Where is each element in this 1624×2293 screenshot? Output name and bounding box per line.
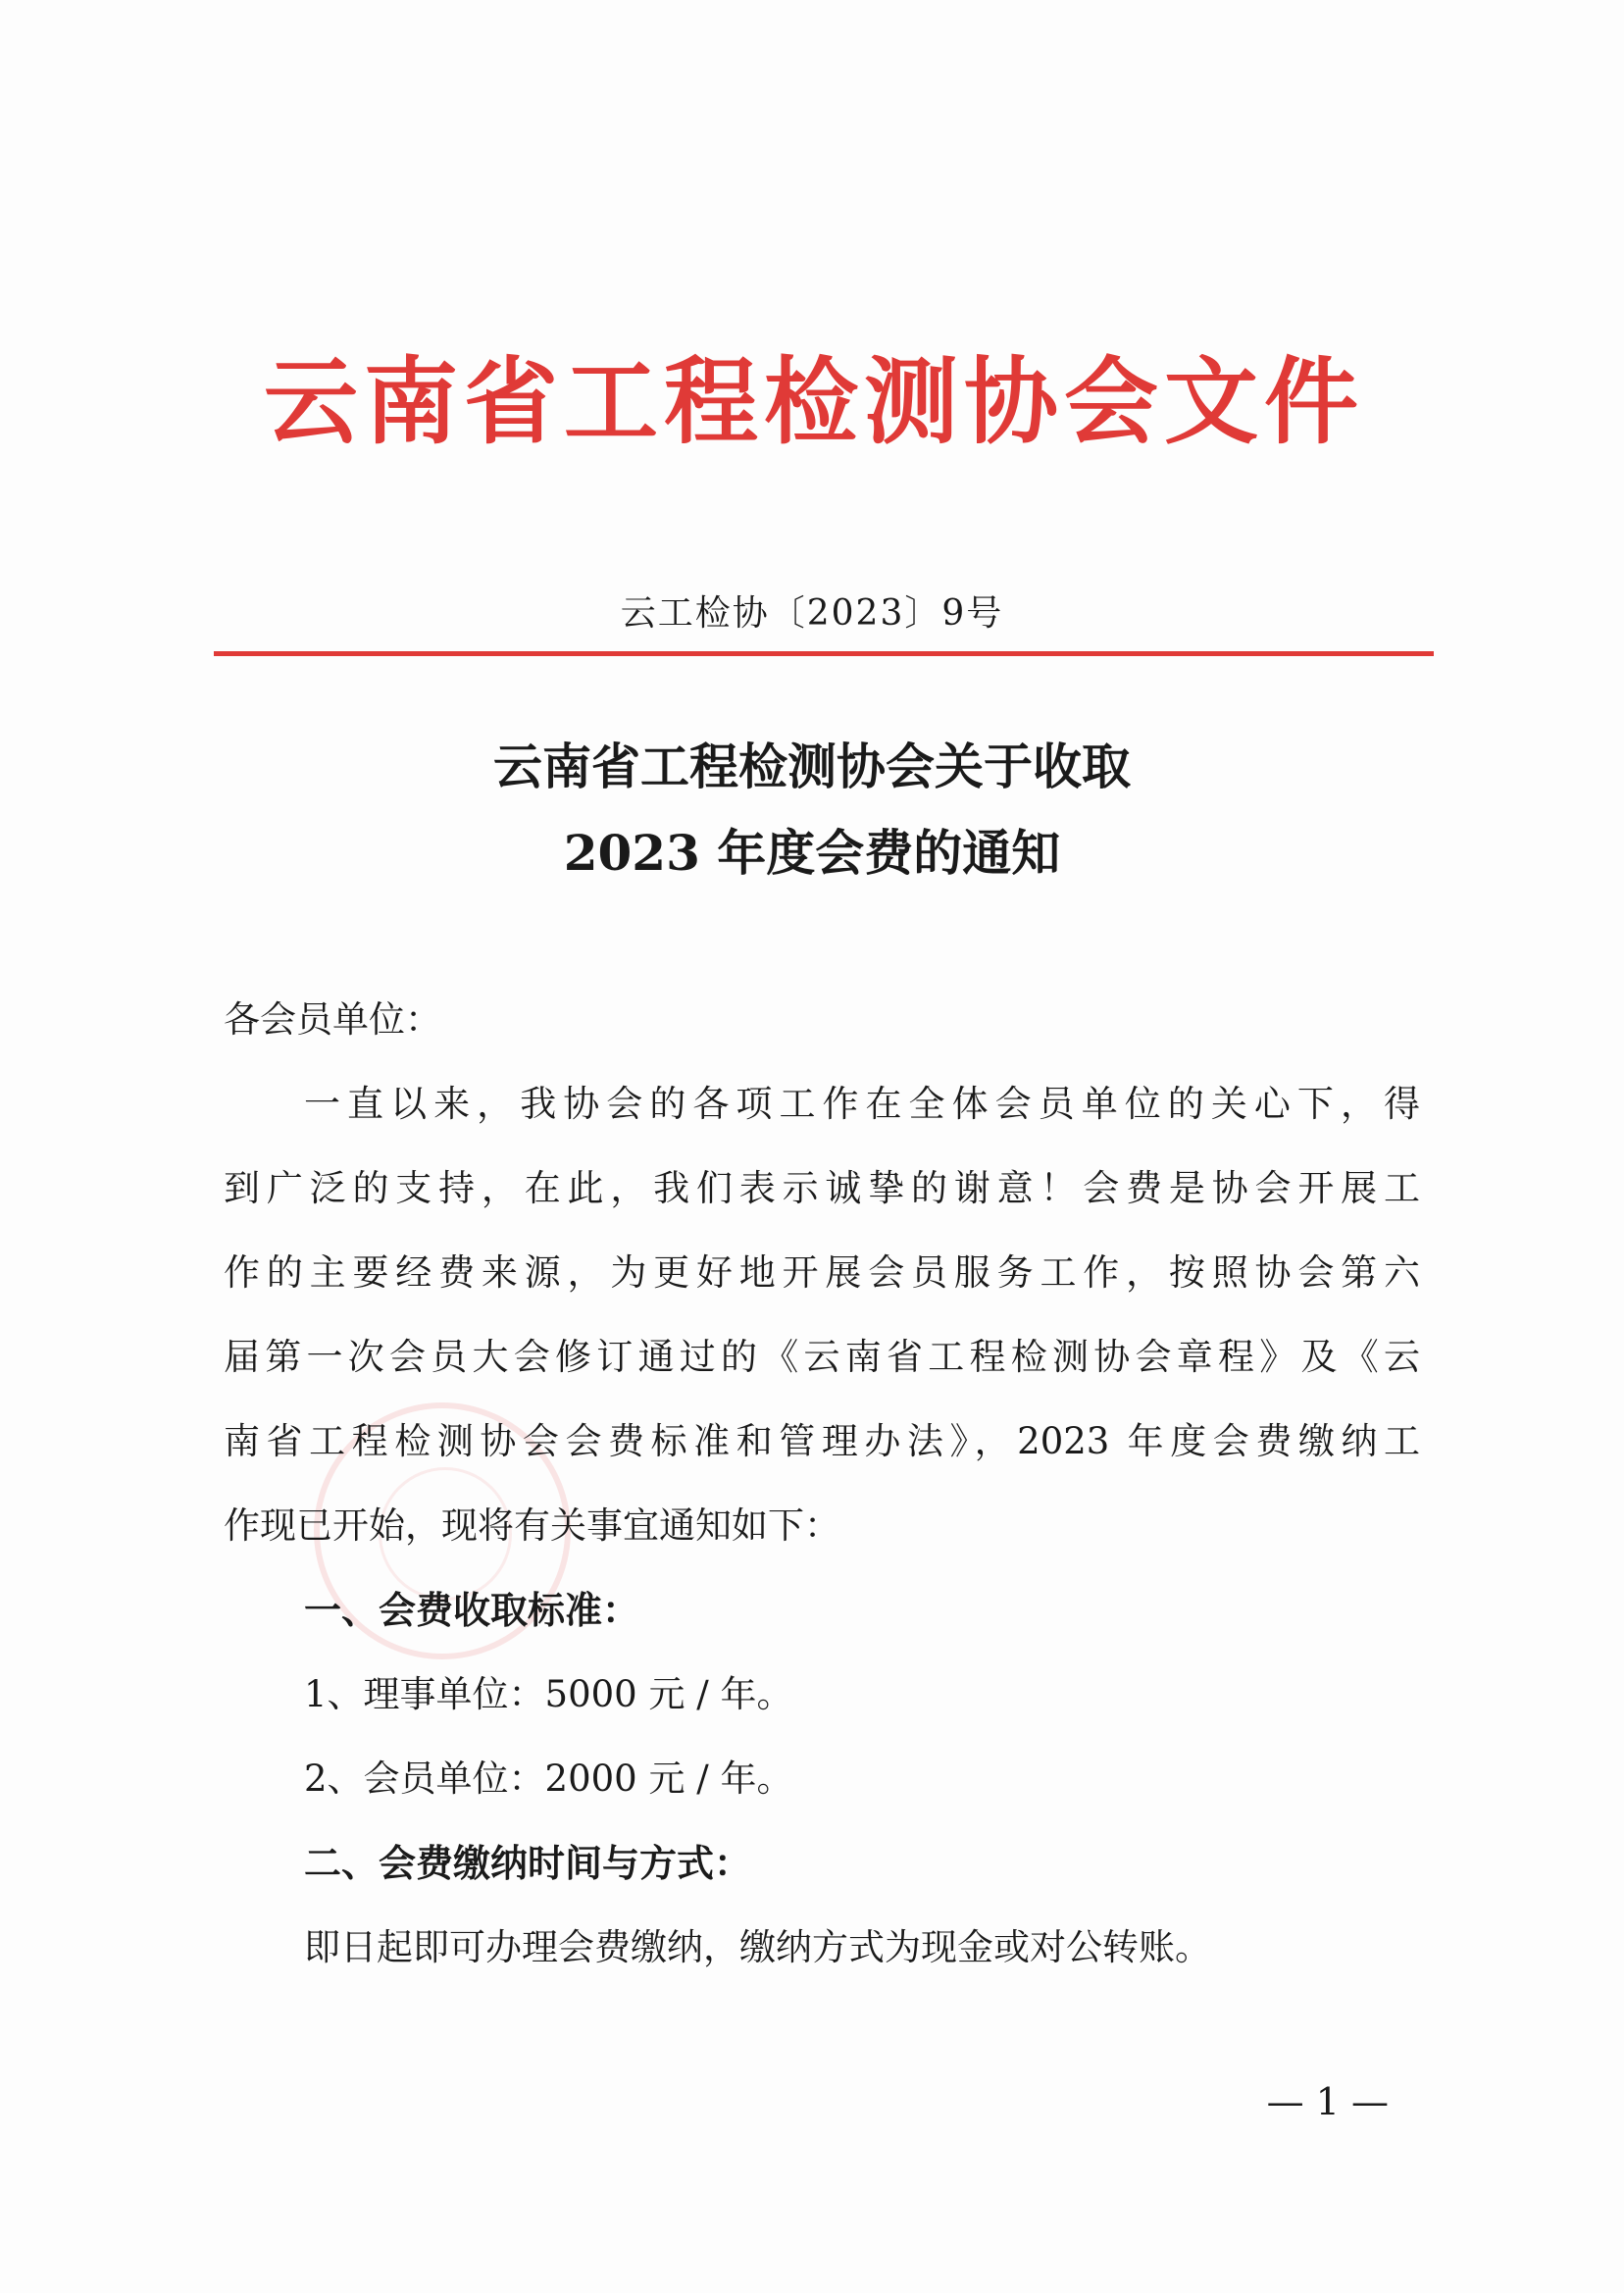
fee-item-director: 1、理事单位：5000 元 / 年。 [304, 1673, 793, 1715]
notice-title [0, 724, 1624, 896]
section-2-text: 即日起即可办理会费缴纳，缴纳方式为现金或对公转账。 [304, 1926, 1211, 1968]
paragraph-line: 一直以来，我协会的各项工作在全体会员单位的关心下，得 [304, 1083, 1420, 1125]
paragraph-line: 作的主要经费来源，为更好地开展会员服务工作，按照协会第六 [224, 1251, 1420, 1294]
section-1-heading: 一、会费收取标准： [304, 1589, 640, 1632]
page-number: — 1 — [1266, 2080, 1389, 2123]
notice-title-line-1: 云南省工程检测协会关于收取 [493, 738, 1131, 795]
letterhead-title: 云南省工程检测协会文件 [264, 346, 1364, 457]
fee-item-member: 2、会员单位：2000 元 / 年。 [304, 1758, 793, 1800]
paragraph-line: 到广泛的支持，在此，我们表示诚挚的谢意！会费是协会开展工 [224, 1167, 1420, 1209]
notice-title-line-2: 2023 年度会费的通知 [563, 824, 1061, 882]
notice-body [224, 978, 1420, 1990]
red-divider-line [214, 651, 1434, 656]
paragraph-line: 作现已开始，现将有关事宜通知如下： [224, 1504, 840, 1547]
salutation: 各会员单位： [224, 998, 441, 1041]
paragraph-line: 南省工程检测协会会费标准和管理办法》，2023 年度会费缴纳工 [224, 1420, 1420, 1462]
document-number: 云工检协〔2023〕9号 [620, 593, 1004, 634]
paragraph-line: 届第一次会员大会修订通过的《云南省工程检测协会章程》及《云 [224, 1336, 1420, 1378]
section-2-heading: 二、会费缴纳时间与方式： [304, 1842, 752, 1885]
